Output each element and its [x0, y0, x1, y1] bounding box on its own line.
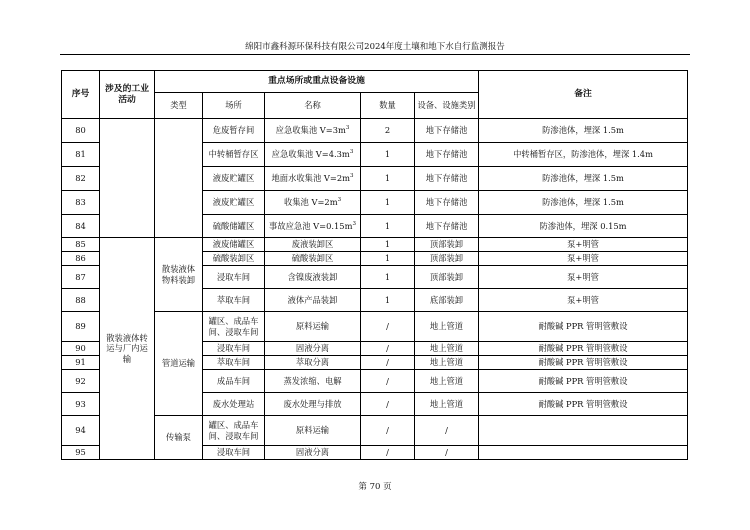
cell-seq: 84 — [62, 215, 100, 238]
cell-site: 浸取车间 — [203, 342, 265, 356]
cell-seq: 85 — [62, 238, 100, 252]
cell-qty: 2 — [361, 119, 415, 143]
cell-site: 硫酸储罐区 — [203, 215, 265, 238]
cell-name-text: 事故应急池 V=0.15m — [269, 220, 353, 231]
cell-type-empty — [155, 119, 203, 238]
unit-superscript: 3 — [352, 221, 356, 228]
cell-remark: 防渗池体，埋深 1.5m — [479, 191, 688, 215]
cell-remark: 防渗池体，埋深 1.5m — [479, 119, 688, 143]
cell-name — [265, 167, 361, 191]
cell-seq: 91 — [62, 356, 100, 370]
unit-superscript: 3 — [349, 149, 354, 156]
page-header: 绵阳市鑫科源环保科技有限公司2024年度土壤和地下水自行监测报告 — [60, 40, 690, 55]
facilities-table — [61, 70, 688, 460]
cell-qty: / — [361, 393, 415, 416]
cell-name-text: 液体产品装卸 — [287, 294, 338, 305]
cell-qty: 1 — [361, 238, 415, 252]
cell-remark: 耐酸碱 PPR 管明管敷设 — [479, 393, 688, 416]
table-row — [62, 312, 688, 342]
header-type: 类型 — [155, 93, 203, 119]
cell-site: 废水处理站 — [203, 393, 265, 416]
cell-seq: 92 — [62, 370, 100, 393]
cell-site: 萃取车间 — [203, 356, 265, 370]
cell-name — [265, 370, 361, 393]
header-seq: 序号 — [62, 71, 100, 119]
cell-seq: 89 — [62, 312, 100, 342]
cell-activity: 散装液体转运与厂内运输 — [100, 238, 155, 460]
cell-equip-type: 地上管道 — [415, 342, 479, 356]
cell-qty: 1 — [361, 252, 415, 266]
cell-equip-type: 地上管道 — [415, 356, 479, 370]
cell-name — [265, 393, 361, 416]
cell-name-text: 废水处理与排放 — [283, 398, 342, 409]
cell-equip-type: 地下存储池 — [415, 167, 479, 191]
cell-name — [265, 215, 361, 238]
cell-site: 萃取车间 — [203, 289, 265, 312]
cell-name — [265, 143, 361, 167]
cell-seq: 83 — [62, 191, 100, 215]
cell-site: 硫酸装卸区 — [203, 252, 265, 266]
cell-name — [265, 342, 361, 356]
cell-type: 管道运输 — [155, 312, 203, 416]
cell-seq: 94 — [62, 416, 100, 446]
cell-name — [265, 191, 361, 215]
cell-seq: 86 — [62, 252, 100, 266]
cell-seq: 82 — [62, 167, 100, 191]
cell-remark: 防渗池体，埋深 0.15m — [479, 215, 688, 238]
cell-site: 液废贮罐区 — [203, 191, 265, 215]
cell-equip-type: 地下存储池 — [415, 119, 479, 143]
header-name: 名称 — [265, 93, 361, 119]
cell-seq: 95 — [62, 446, 100, 460]
cell-name-text: 地面水收集池 V=2m — [271, 173, 350, 184]
cell-remark: 耐酸碱 PPR 管明管敷设 — [479, 370, 688, 393]
cell-site: 液废贮罐区 — [203, 167, 265, 191]
table-row — [62, 416, 688, 446]
cell-name — [265, 446, 361, 460]
cell-seq: 80 — [62, 119, 100, 143]
unit-superscript: 3 — [345, 125, 350, 132]
cell-equip-type: 地上管道 — [415, 393, 479, 416]
cell-site: 成品车间 — [203, 370, 265, 393]
unit-superscript: 3 — [350, 173, 354, 180]
cell-remark: 防渗池体，埋深 1.5m — [479, 167, 688, 191]
header-site: 场所 — [203, 93, 265, 119]
cell-name-text: 应急收集池 V=4.3m — [271, 149, 350, 160]
cell-activity-empty — [100, 119, 155, 238]
table-row — [62, 238, 688, 252]
cell-qty: 1 — [361, 289, 415, 312]
cell-name — [265, 266, 361, 289]
cell-remark: 泵+明管 — [479, 266, 688, 289]
cell-name — [265, 289, 361, 312]
cell-name-text: 硫酸装卸区 — [291, 253, 334, 264]
cell-qty: 1 — [361, 167, 415, 191]
cell-name-text: 收集池 V=2m — [283, 197, 338, 208]
cell-name-text: 固液分离 — [295, 343, 330, 354]
cell-remark: 泵+明管 — [479, 289, 688, 312]
cell-qty: / — [361, 312, 415, 342]
cell-name — [265, 312, 361, 342]
header-remark: 备注 — [479, 71, 688, 119]
cell-remark — [479, 446, 688, 460]
cell-qty: 1 — [361, 215, 415, 238]
cell-seq: 90 — [62, 342, 100, 356]
cell-site: 液废储罐区 — [203, 238, 265, 252]
cell-equip-type: 地下存储池 — [415, 191, 479, 215]
cell-qty: / — [361, 342, 415, 356]
unit-superscript: 3 — [337, 197, 342, 204]
cell-site: 危废暂存间 — [203, 119, 265, 143]
cell-seq: 87 — [62, 266, 100, 289]
cell-type: 散装液体物料装卸 — [155, 238, 203, 312]
cell-name — [265, 119, 361, 143]
cell-site: 浸取车间 — [203, 446, 265, 460]
cell-seq: 88 — [62, 289, 100, 312]
cell-name — [265, 238, 361, 252]
cell-name — [265, 252, 361, 266]
cell-equip-type: 顶部装卸 — [415, 252, 479, 266]
cell-equip-type: 顶部装卸 — [415, 238, 479, 252]
cell-name — [265, 416, 361, 446]
cell-remark: 耐酸碱 PPR 管明管敷设 — [479, 356, 688, 370]
cell-qty: / — [361, 370, 415, 393]
cell-name-text: 蒸发浓缩、电解 — [283, 375, 342, 386]
cell-seq: 93 — [62, 393, 100, 416]
cell-site: 中转桶暂存区 — [203, 143, 265, 167]
header-equip-type: 设备、设施类别 — [415, 93, 479, 119]
cell-equip-type: / — [415, 416, 479, 446]
cell-name-text: 含镍废液装卸 — [287, 271, 338, 282]
cell-equip-type: 地下存储池 — [415, 215, 479, 238]
cell-equip-type: 地上管道 — [415, 370, 479, 393]
header-qty: 数量 — [361, 93, 415, 119]
cell-name — [265, 356, 361, 370]
cell-equip-type: 顶部装卸 — [415, 266, 479, 289]
header-facilities-group: 重点场所或重点设备设施 — [155, 71, 479, 93]
cell-remark — [479, 416, 688, 446]
cell-equip-type: 地下存储池 — [415, 143, 479, 167]
cell-qty: 1 — [361, 266, 415, 289]
cell-name-text: 原料运输 — [295, 321, 330, 332]
cell-equip-type: 底部装卸 — [415, 289, 479, 312]
cell-name-text: 废液装卸区 — [291, 239, 334, 250]
cell-remark: 泵+明管 — [479, 238, 688, 252]
cell-qty: / — [361, 356, 415, 370]
cell-remark: 中转桶暂存区，防渗池体，埋深 1.4m — [479, 143, 688, 167]
page-number: 第 70 页 — [358, 482, 392, 492]
table-body — [62, 119, 688, 460]
cell-name-text: 原料运输 — [295, 425, 330, 436]
cell-name-text: 萃取分离 — [295, 357, 330, 368]
cell-qty: 1 — [361, 191, 415, 215]
cell-equip-type: / — [415, 446, 479, 460]
cell-site: 罐区、成品车间、浸取车间 — [203, 416, 265, 446]
cell-remark: 泵+明管 — [479, 252, 688, 266]
cell-site: 浸取车间 — [203, 266, 265, 289]
cell-qty: / — [361, 446, 415, 460]
cell-name-text: 应急收集池 V=3m — [275, 125, 346, 136]
cell-seq: 81 — [62, 143, 100, 167]
cell-remark: 耐酸碱 PPR 管明管敷设 — [479, 312, 688, 342]
cell-qty: 1 — [361, 143, 415, 167]
cell-site: 罐区、成品车间、浸取车间 — [203, 312, 265, 342]
cell-type: 传输泵 — [155, 416, 203, 460]
cell-name-text: 固液分离 — [295, 447, 330, 458]
cell-qty: / — [361, 416, 415, 446]
header-activity: 涉及的工业活动 — [100, 71, 155, 119]
table-row — [62, 119, 688, 143]
cell-equip-type: 地上管道 — [415, 312, 479, 342]
cell-remark: 耐酸碱 PPR 管明管敷设 — [479, 342, 688, 356]
